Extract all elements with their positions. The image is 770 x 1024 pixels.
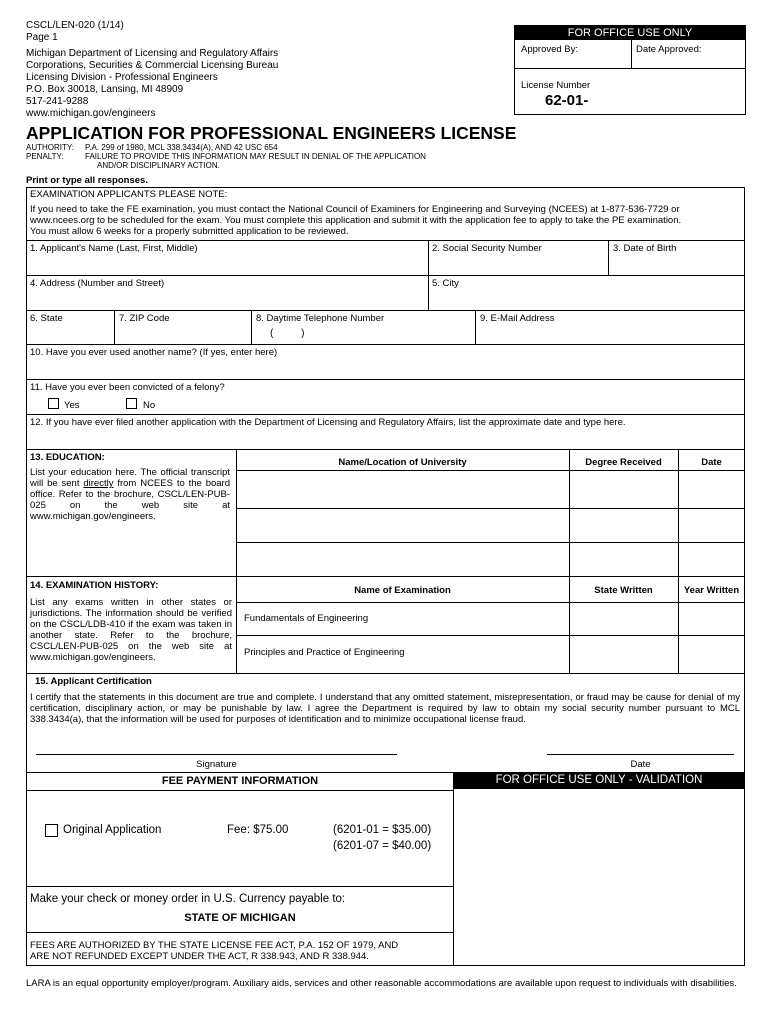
field-city[interactable]: 5. City [432,278,459,289]
original-application-checkbox[interactable] [45,824,58,837]
date-approved-label: Date Approved: [636,44,702,55]
exam-row-pe: Principles and Practice of Engineering [244,647,405,658]
col-university: Name/Location of University [338,457,467,468]
field-other-name[interactable]: 10. Have you ever used another name? (If yes, enter here) [30,347,278,358]
education-text: List your education here. The official transcript will be sent directly from NCEES to the board office. Refer to the brochure, CSCL/LEN-PUB-025 on the web site at www.michigan.gov/engineers. [30,467,230,522]
field-previous-application[interactable]: 12. If you have ever filed another application with the Department of Licensing and Regulatory Affairs, list the approximate date and type here. [30,417,626,428]
address-line: Corporations, Securities & Commercial Licensing Bureau [26,60,279,71]
field-telephone[interactable]: 8. Daytime Telephone Number [256,313,385,324]
office-use-title: FOR OFFICE USE ONLY [515,26,745,40]
exam-history-text: List any exams written in other states or jurisdictions. The information should be verified on the CSCL/LDB-410 if the exam was taken in another state. Refer to the brochure, CSCL/LEN-PUB-025 on the web site at www.michigan.gov/engineers. [30,597,232,663]
penalty-label: PENALTY: [26,152,64,161]
validation-box [453,772,745,966]
exam-note-line: If you need to take the FE examination, you must contact the National Council of Examiners for Engineering and Surveying (NCEES) at 1-877-536-7729 or [30,204,680,215]
education-heading: 13. EDUCATION: [30,452,105,463]
field-address[interactable]: 4. Address (Number and Street) [30,278,165,289]
col-date: Date [701,457,722,468]
exam-note-heading: EXAMINATION APPLICANTS PLEASE NOTE: [30,189,228,200]
field-ssn[interactable]: 2. Social Security Number [432,243,542,254]
approved-by-label: Approved By: [521,44,579,55]
validation-title: FOR OFFICE USE ONLY - VALIDATION [453,772,745,789]
office-use-box [514,25,746,115]
page-number: Page 1 [26,32,58,43]
fee-act-line: FEES ARE AUTHORIZED BY THE STATE LICENSE FEE ACT, P.A. 152 OF 1979, AND [30,940,399,951]
fee-heading: FEE PAYMENT INFORMATION [161,775,319,787]
authority-label: AUTHORITY: [26,143,75,152]
field-email[interactable]: 9. E-Mail Address [480,313,555,324]
col-degree: Degree Received [585,457,662,468]
address-line: 517-241-9288 [26,96,89,107]
certification-text: I certify that the statements in this document are true and complete. I understand that any omitted statement, misrepresentation, or fraud may be cause for denial of my certification, disciplinary action, or may be punishable by law. I agree the Department is required by law to obtain my social security number pursuant to MCL 338.3434(a), that the information will be used for purposes of identification and to minimize occupational license fraud. [30,692,740,725]
payable-text: Make your check or money order in U.S. Currency payable to: [30,893,346,905]
fee-act-line: ARE NOT REFUNDED EXCEPT UNDER THE ACT, R 338.943, AND R 338.944. [30,951,369,962]
address-line: Michigan Department of Licensing and Regulatory Affairs [26,48,279,59]
penalty-text: FAILURE TO PROVIDE THIS INFORMATION MAY RESULT IN DENIAL OF THE APPLICATION [85,152,426,161]
fee-payment-box [26,772,454,966]
payee: STATE OF MICHIGAN [184,912,296,924]
felony-yes-checkbox[interactable] [48,398,59,409]
col-state-written: State Written [594,585,653,596]
penalty-text-2: AND/OR DISCIPLINARY ACTION. [97,161,220,170]
form-id: CSCL/LEN-020 (1/14) [26,20,124,31]
yes-label: Yes [64,400,80,411]
felony-no-checkbox[interactable] [126,398,137,409]
license-number: 62-01- [545,92,589,109]
field-felony: 11. Have you ever been convicted of a felony? [30,382,225,393]
exam-row-fe: Fundamentals of Engineering [244,613,369,624]
address-line: www.michigan.gov/engineers [26,108,156,119]
col-exam-name: Name of Examination [354,585,451,596]
fee-code-1: (6201-01 = $35.00) [333,824,432,836]
fee-amount: Fee: $75.00 [227,824,289,836]
field-zip[interactable]: 7. ZIP Code [119,313,170,324]
fee-code-2: (6201-07 = $40.00) [333,840,432,852]
telephone-area-code: ( ) [270,328,305,339]
original-application-label: Original Application [63,824,162,836]
field-applicant-name[interactable]: 1. Applicant's Name (Last, First, Middle) [30,243,198,254]
print-note: Print or type all responses. [26,175,148,186]
field-state[interactable]: 6. State [30,313,63,324]
col-year-written: Year Written [683,585,740,596]
certification-heading: 15. Applicant Certification [35,676,152,687]
license-number-label: License Number [521,80,591,91]
header-block [26,20,326,120]
field-date-of-birth[interactable]: 3. Date of Birth [613,243,677,254]
directly-text: directly [83,478,114,489]
page-title: APPLICATION FOR PROFESSIONAL ENGINEERS LICENSE [26,123,517,143]
address-line: Licensing Division - Professional Engineers [26,72,218,83]
authority-text: P.A. 299 of 1980, MCL 338.3434(A), AND 42 USC 654 [85,143,278,152]
date-label: Date [630,759,651,770]
footer-text: LARA is an equal opportunity employer/program. Auxiliary aids, services and other reasonable accommodations are available upon request to individuals with disabilities. [26,978,737,989]
exam-note-line: www.ncees.org to be scheduled for the exam. You must complete this application and submit it with the application fee to apply to take the PE examination. [30,215,682,226]
no-label: No [143,400,156,411]
exam-note [30,189,742,237]
exam-note-line: You must allow 6 weeks for a properly submitted application to be reviewed. [30,226,349,237]
address-line: P.O. Box 30018, Lansing, MI 48909 [26,84,184,95]
signature-label: Signature [196,759,237,770]
exam-history-heading: 14. EXAMINATION HISTORY: [30,580,159,591]
